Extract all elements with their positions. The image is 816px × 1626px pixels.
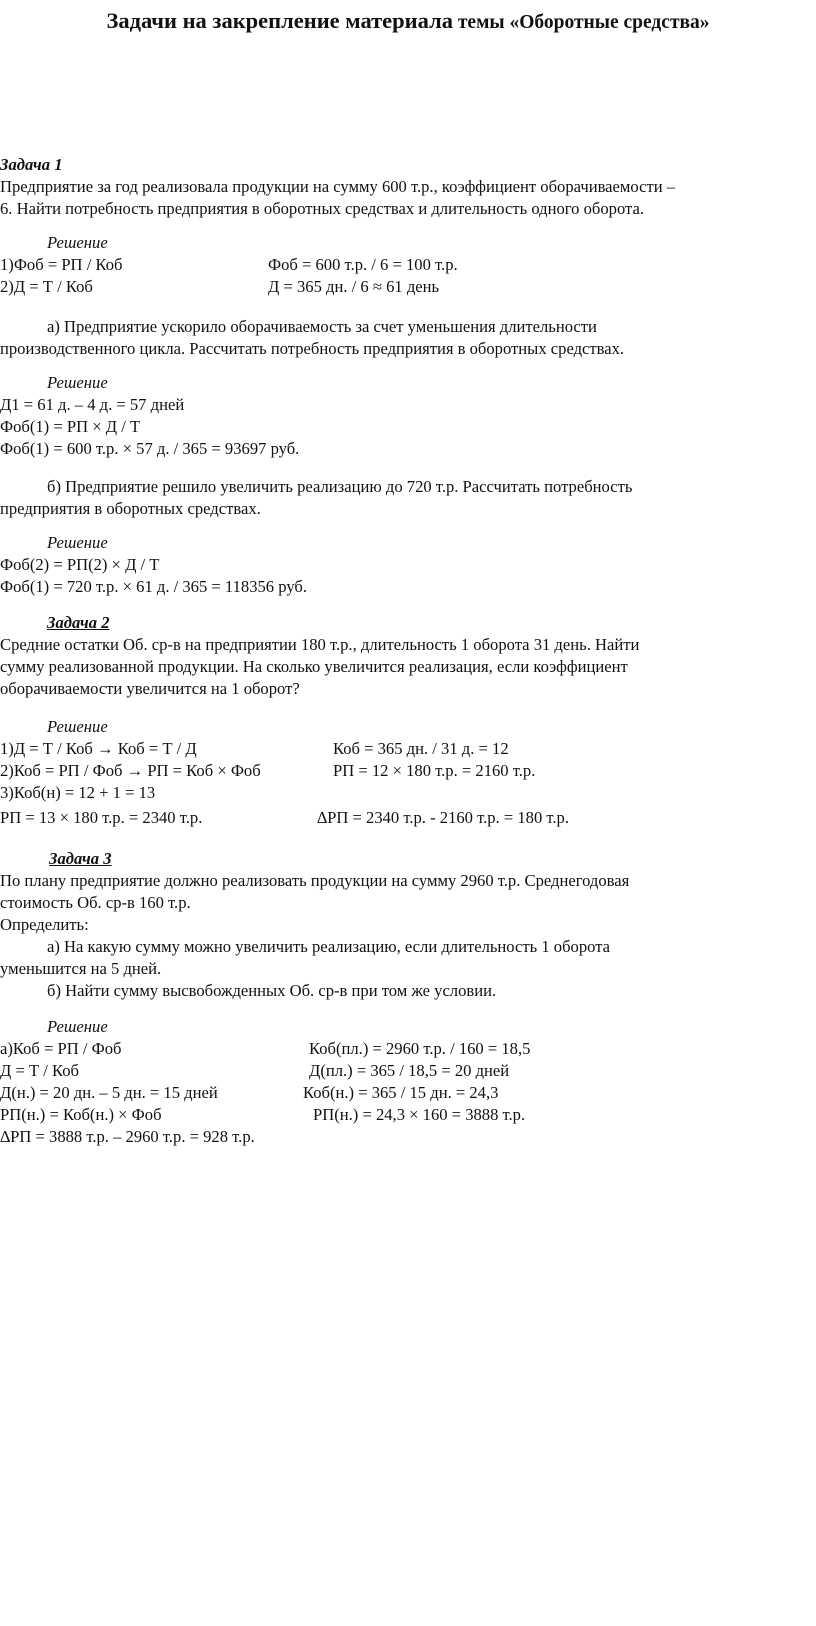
- task1-part-a-solution-label: Решение: [47, 373, 108, 392]
- task2-solution-right-4: ∆РП = 2340 т.р. - 2160 т.р. = 180 т.р.: [317, 808, 569, 827]
- task3-question-a-line-1: а) На какую сумму можно увеличить реализацию, если длительность 1 оборота: [47, 937, 611, 956]
- task3-solution-right-4: РП(н.) = 24,3 × 160 = 3888 т.р.: [313, 1105, 526, 1124]
- task3-solution-left-1: а)Коб = РП / Фоб: [0, 1039, 122, 1058]
- task3-solution-right-1: Коб(пл.) = 2960 т.р. / 160 = 18,5: [309, 1039, 531, 1058]
- task2-text-line-3: оборачиваемости увеличится на 1 оборот?: [0, 679, 300, 698]
- task2-solution-right-1: Коб = 365 дн. / 31 д. = 12: [333, 739, 509, 758]
- page-title: [0, 8, 816, 34]
- task3-text-line-2: стоимость Об. ср-в 160 т.р.: [0, 893, 191, 912]
- task3-solution-left-3: Д(н.) = 20 дн. – 5 дн. = 15 дней: [0, 1083, 218, 1102]
- task3-question-a-line-2: уменьшится на 5 дней.: [0, 959, 162, 978]
- task2-solution-left-2: 2)Коб = РП / Фоб → РП = Коб × Фоб: [0, 761, 261, 780]
- task3-text-line-3: Определить:: [0, 915, 89, 934]
- task1-text-line-1: Предприятие за год реализовала продукции на сумму 600 т.р., коэффициент оборачиваемости –: [0, 177, 676, 196]
- task3-solution-label: Решение: [47, 1017, 108, 1036]
- task1-solution-left-1: 1)Фоб = РП / Коб: [0, 255, 123, 274]
- task1-part-b-line-2: предприятия в оборотных средствах.: [0, 499, 261, 518]
- task1-solution-left-2: 2)Д = Т / Коб: [0, 277, 93, 296]
- task1-part-a-solution-2: Фоб(1) = РП × Д / Т: [0, 417, 141, 436]
- task2-solution-label: Решение: [47, 717, 108, 736]
- task3-solution-left-4: РП(н.) = Коб(н.) × Фоб: [0, 1105, 162, 1124]
- task3-text-line-1: По плану предприятие должно реализовать продукции на сумму 2960 т.р. Среднегодовая: [0, 871, 630, 890]
- task2-heading: Задача 2: [47, 613, 110, 632]
- title-topic: темы «Оборотные средства»: [452, 12, 710, 33]
- task1-part-b-solution-1: Фоб(2) = РП(2) × Д / Т: [0, 555, 160, 574]
- task1-part-b-solution-label: Решение: [47, 533, 108, 552]
- task1-solution-right-2: Д = 365 дн. / 6 ≈ 61 день: [268, 277, 440, 296]
- task2-solution-left-3: 3)Коб(н) = 12 + 1 = 13: [0, 783, 156, 802]
- task1-solution-label: Решение: [47, 233, 108, 252]
- task1-text-line-2: 6. Найти потребность предприятия в оборотных средствах и длительность одного оборота.: [0, 199, 645, 218]
- task3-solution-left-2: Д = Т / Коб: [0, 1061, 79, 1080]
- task1-part-a-line-2: производственного цикла. Рассчитать потребность предприятия в оборотных средствах.: [0, 339, 625, 358]
- task2-solution-left-4: РП = 13 × 180 т.р. = 2340 т.р.: [0, 808, 203, 827]
- task2-solution-left-1: 1)Д = Т / Коб → Коб = Т / Д: [0, 739, 197, 758]
- task1-part-a-line-1: а) Предприятие ускорило оборачиваемость за счет уменьшения длительности: [47, 317, 597, 336]
- task1-part-a-solution-3: Фоб(1) = 600 т.р. × 57 д. / 365 = 93697 руб.: [0, 439, 300, 458]
- task3-heading: Задача 3: [49, 849, 112, 868]
- task3-solution-right-3: Коб(н.) = 365 / 15 дн. = 24,3: [303, 1083, 499, 1102]
- task3-question-b: б) Найти сумму высвобожденных Об. ср-в при том же условии.: [47, 981, 497, 1000]
- task2-text-line-2: сумму реализованной продукции. На сколько увеличится реализация, если коэффициент: [0, 657, 628, 676]
- task3-solution-right-2: Д(пл.) = 365 / 18,5 = 20 дней: [309, 1061, 510, 1080]
- task3-solution-left-5: ∆РП = 3888 т.р. – 2960 т.р. = 928 т.р.: [0, 1127, 255, 1146]
- task2-solution-right-2: РП = 12 × 180 т.р. = 2160 т.р.: [333, 761, 536, 780]
- task1-part-b-solution-2: Фоб(1) = 720 т.р. × 61 д. / 365 = 118356 руб.: [0, 577, 307, 596]
- task1-part-a-solution-1: Д1 = 61 д. – 4 д. = 57 дней: [0, 395, 185, 414]
- title-main: Задачи на закрепление материала: [106, 8, 453, 33]
- task2-text-line-1: Средние остатки Об. ср-в на предприятии 180 т.р., длительность 1 оборота 31 день. Найти: [0, 635, 640, 654]
- task1-heading: Задача 1: [0, 155, 63, 174]
- task1-part-b-line-1: б) Предприятие решило увеличить реализацию до 720 т.р. Рассчитать потребность: [47, 477, 633, 496]
- task1-solution-right-1: Фоб = 600 т.р. / 6 = 100 т.р.: [268, 255, 458, 274]
